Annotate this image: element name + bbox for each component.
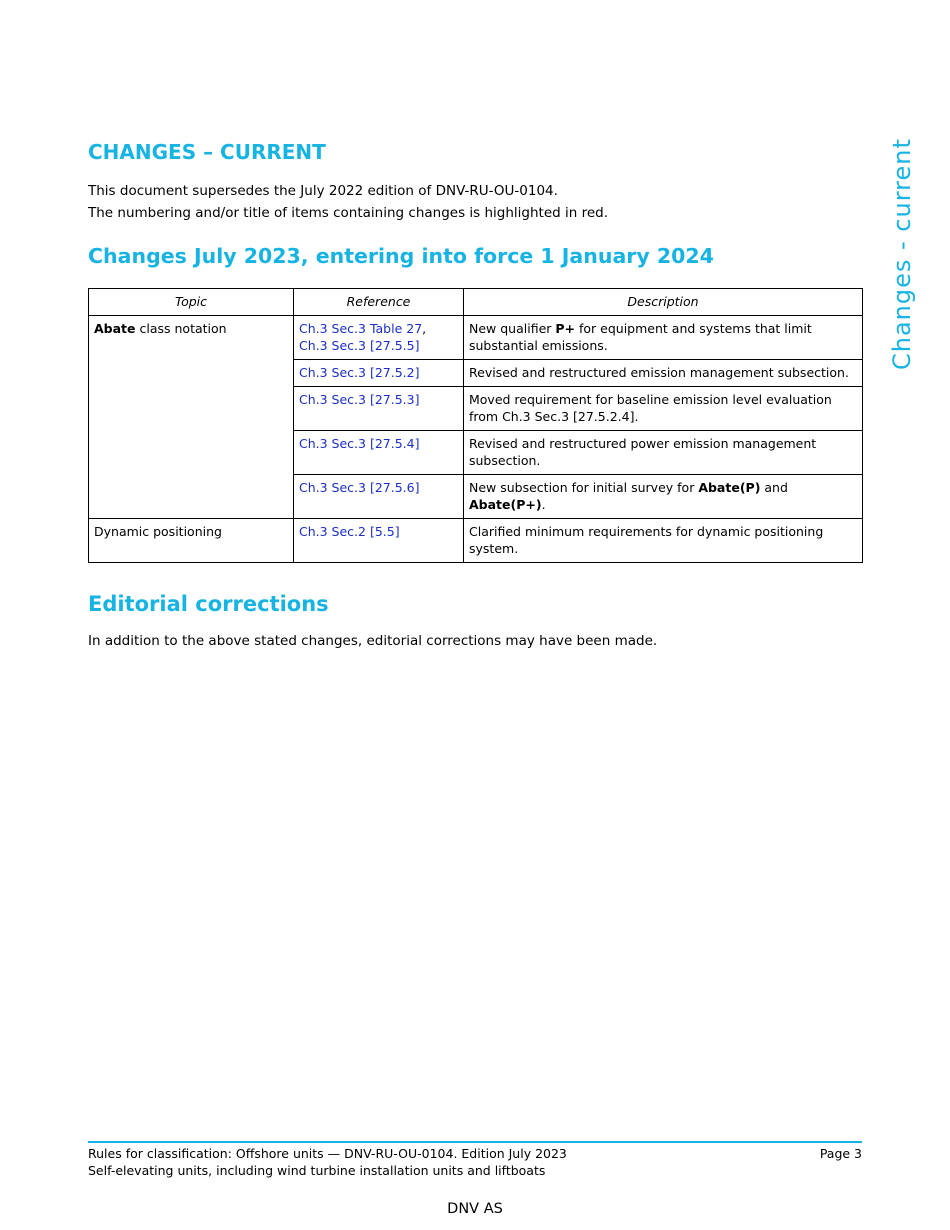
reference-cell	[294, 431, 464, 475]
intro-text	[88, 180, 608, 224]
changes-heading: Changes July 2023, entering into force 1 January 2024	[88, 244, 714, 268]
table-header-row	[89, 289, 863, 316]
description-text: New subsection for initial survey for	[469, 480, 699, 495]
reference-cell	[294, 475, 464, 519]
reference-link[interactable]: Ch.3 Sec.3 [27.5.2]	[299, 365, 420, 380]
footer-document-title: Rules for classification: Offshore units — DNV-RU-OU-0104. Edition July 2023	[88, 1146, 567, 1161]
footer-page-number: Page 3	[819, 1146, 862, 1161]
table-row	[89, 316, 863, 360]
description-cell: Moved requirement for baseline emission level evaluation from Ch.3 Sec.3 [27.5.2.4].	[464, 387, 863, 431]
topic-cell-dynamic-positioning: Dynamic positioning	[89, 519, 294, 563]
table-row	[89, 519, 863, 563]
description-text: New qualifier	[469, 321, 556, 336]
description-cell	[464, 316, 863, 360]
footer-document-subtitle: Self-elevating units, including wind turbine installation units and liftboats	[88, 1163, 546, 1178]
reference-link[interactable]: Ch.3 Sec.3 Table 27	[299, 321, 423, 336]
footer-organization: DNV AS	[447, 1201, 503, 1217]
column-header-reference: Reference	[294, 289, 464, 316]
description-cell: Clarified minimum requirements for dynamic positioning system.	[464, 519, 863, 563]
description-cell: Revised and restructured emission management subsection.	[464, 360, 863, 387]
description-cell	[464, 475, 863, 519]
intro-line: The numbering and/or title of items containing changes is highlighted in red.	[88, 205, 609, 221]
column-header-topic: Topic	[89, 289, 294, 316]
reference-link[interactable]: Ch.3 Sec.2 [5.5]	[299, 524, 400, 539]
editorial-text: In addition to the above stated changes, editorial corrections may have been made.	[88, 633, 658, 649]
topic-cell-abate	[89, 316, 294, 519]
reference-cell	[294, 387, 464, 431]
reference-link[interactable]: Ch.3 Sec.3 [27.5.5]	[299, 338, 420, 353]
reference-link[interactable]: Ch.3 Sec.3 [27.5.4]	[299, 436, 420, 451]
editorial-heading: Editorial corrections	[88, 592, 329, 616]
footer-divider	[88, 1141, 862, 1143]
reference-separator: ,	[422, 321, 427, 336]
reference-cell	[294, 360, 464, 387]
page-title: CHANGES – CURRENT	[88, 140, 326, 164]
description-bold: P+	[555, 321, 576, 336]
reference-cell	[294, 316, 464, 360]
reference-cell	[294, 519, 464, 563]
reference-link[interactable]: Ch.3 Sec.3 [27.5.3]	[299, 392, 420, 407]
description-cell: Revised and restructured power emission management subsection.	[464, 431, 863, 475]
description-text: and	[760, 480, 788, 495]
description-text: for equipment and systems that limit substantial emissions.	[469, 321, 812, 353]
topic-bold: Abate	[94, 321, 136, 336]
description-bold: Abate(P+)	[469, 497, 542, 512]
side-tab-label: Changes - current	[888, 138, 916, 370]
column-header-description: Description	[464, 289, 863, 316]
footer	[88, 1145, 862, 1179]
description-bold: Abate(P)	[698, 480, 761, 495]
intro-line: This document supersedes the July 2022 edition of DNV-RU-OU-0104.	[88, 183, 558, 199]
changes-table	[88, 288, 863, 563]
description-text: .	[541, 497, 546, 512]
topic-text: class notation	[135, 321, 227, 336]
reference-link[interactable]: Ch.3 Sec.3 [27.5.6]	[299, 480, 420, 495]
